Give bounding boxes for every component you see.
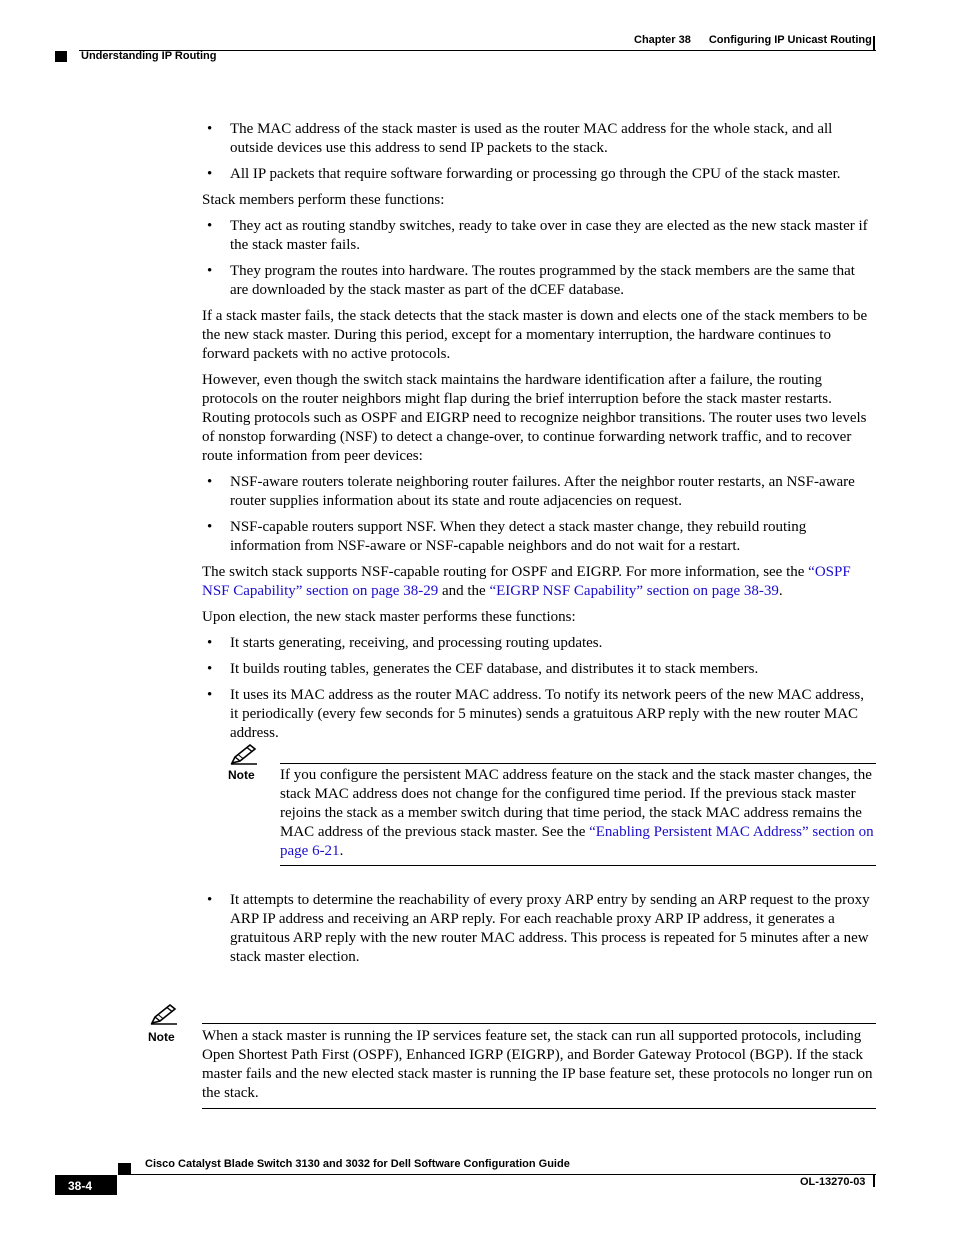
- list-item: • NSF-capable routers support NSF. When they detect a stack master change, they rebuild routing information from NSF-aware or NSF-capable neighbors and do not wait for a restart.: [202, 518, 876, 556]
- text-run: .: [339, 843, 344, 859]
- list-item: • It uses its MAC address as the router MAC address. To notify its network peers of the new MAC address, it periodically (every few seconds for 5 minutes) sends a gratuitous ARP reply with the new router MAC address.: [202, 686, 876, 743]
- main-content: [202, 120, 876, 974]
- list-item: • All IP packets that require software forwarding or processing go through the CPU of the stack master.: [202, 165, 876, 184]
- list-item: • It attempts to determine the reachability of every proxy ARP entry by sending an ARP request to the proxy ARP IP address and receiving an ARP reply. For each reachable proxy ARP IP address, it generates a gratuitous ARP reply with the new router MAC address. This process is repeated for 5 minutes after a new stack master election.: [202, 891, 876, 967]
- text-run: The switch stack supports NSF-capable routing for OSPF and EIGRP. For more information, see the: [202, 564, 809, 580]
- note-label: Note: [148, 1030, 175, 1044]
- pencil-note-icon: [150, 1003, 178, 1025]
- note-text: [280, 764, 876, 865]
- footer-tick-mark: [873, 1175, 875, 1187]
- header-square-marker: [55, 51, 67, 62]
- running-header-chapter: [634, 34, 872, 46]
- list-item: • The MAC address of the stack master is used as the router MAC address for the whole stack, and all outside devices use this address to send IP packets to the stack.: [202, 120, 876, 158]
- list-item: • They act as routing standby switches, ready to take over in case they are elected as the new stack master if the stack master fails.: [202, 217, 876, 255]
- note-rule-bottom: [202, 1108, 876, 1109]
- running-header-section: Understanding IP Routing: [81, 50, 217, 62]
- footer-guide-title: Cisco Catalyst Blade Switch 3130 and 3032 for Dell Software Configuration Guide: [145, 1158, 570, 1170]
- list-item: • NSF-aware routers tolerate neighboring router failures. After the neighbor router restarts, an NSF-aware router supplies information about its state and route adjacencies on request.: [202, 473, 876, 511]
- paragraph-nsf-support: [202, 563, 876, 601]
- list-item: • They program the routes into hardware. The routes programmed by the stack members are the same that are downloaded by the stack master as part of the dCEF database.: [202, 262, 876, 300]
- chapter-number: Chapter 38: [634, 34, 691, 46]
- note-box: [228, 763, 876, 866]
- document-number: OL-13270-03: [800, 1176, 866, 1188]
- pencil-note-icon: [230, 743, 258, 765]
- header-tick-mark: [873, 36, 875, 50]
- paragraph: Upon election, the new stack master performs these functions:: [202, 609, 576, 625]
- note-label: Note: [228, 768, 255, 782]
- note-box: [148, 1023, 876, 1109]
- text-run: If you configure the persistent MAC address feature on the stack and the stack master changes, the stack MAC address does not change for the configured time period. If the previous stack master rejoins the stack as a member switch during that time period, the stack MAC address remains the MAC address of the previous stack master. See the: [280, 767, 872, 840]
- paragraph: If a stack master fails, the stack detects that the stack master is down and elects one of the stack members to be the new stack master. During this period, except for a momentary interruption, the hardware continues to forward packets with no active protocols.: [202, 308, 868, 362]
- list-item: • It builds routing tables, generates the CEF database, and distributes it to stack members.: [202, 660, 876, 679]
- link-eigrp-nsf[interactable]: “EIGRP NSF Capability” section on page 38-39: [489, 583, 779, 599]
- note-text: When a stack master is running the IP services feature set, the stack can run all supported protocols, including Open Shortest Path First (OSPF), Enhanced IGRP (EIGRP), and Border Gateway Protocol (BGP). If the stack master fails and the new elected stack master is running the IP base feature set, these protocols no longer run on the stack.: [202, 1028, 873, 1101]
- link-persistent-mac[interactable]: “Enabling Persistent MAC Address” section on page 6-21: [280, 824, 874, 859]
- note-rule-bottom: [280, 865, 876, 866]
- chapter-title: Configuring IP Unicast Routing: [708, 34, 872, 46]
- link-ospf-nsf[interactable]: “OSPF NSF Capability” section on page 38-29: [202, 564, 851, 599]
- text-run: and the: [438, 583, 490, 599]
- page-number: 38-4: [68, 1179, 93, 1193]
- paragraph: Stack members perform these functions:: [202, 192, 445, 208]
- paragraph: However, even though the switch stack maintains the hardware identification after a failure, the routing protocols on the router neighbors might flap during the brief interruption before the stack master restarts. Routing protocols such as OSPF and EIGRP need to recognize neighbor transitions. The router uses two levels of nonstop forwarding (NSF) to detect a change-over, to continue forwarding network traffic, and to recover route information from peer devices:: [202, 372, 867, 464]
- text-run: .: [778, 583, 783, 599]
- footer-rule: [118, 1174, 876, 1175]
- list-item: • It starts generating, receiving, and processing routing updates.: [202, 634, 876, 653]
